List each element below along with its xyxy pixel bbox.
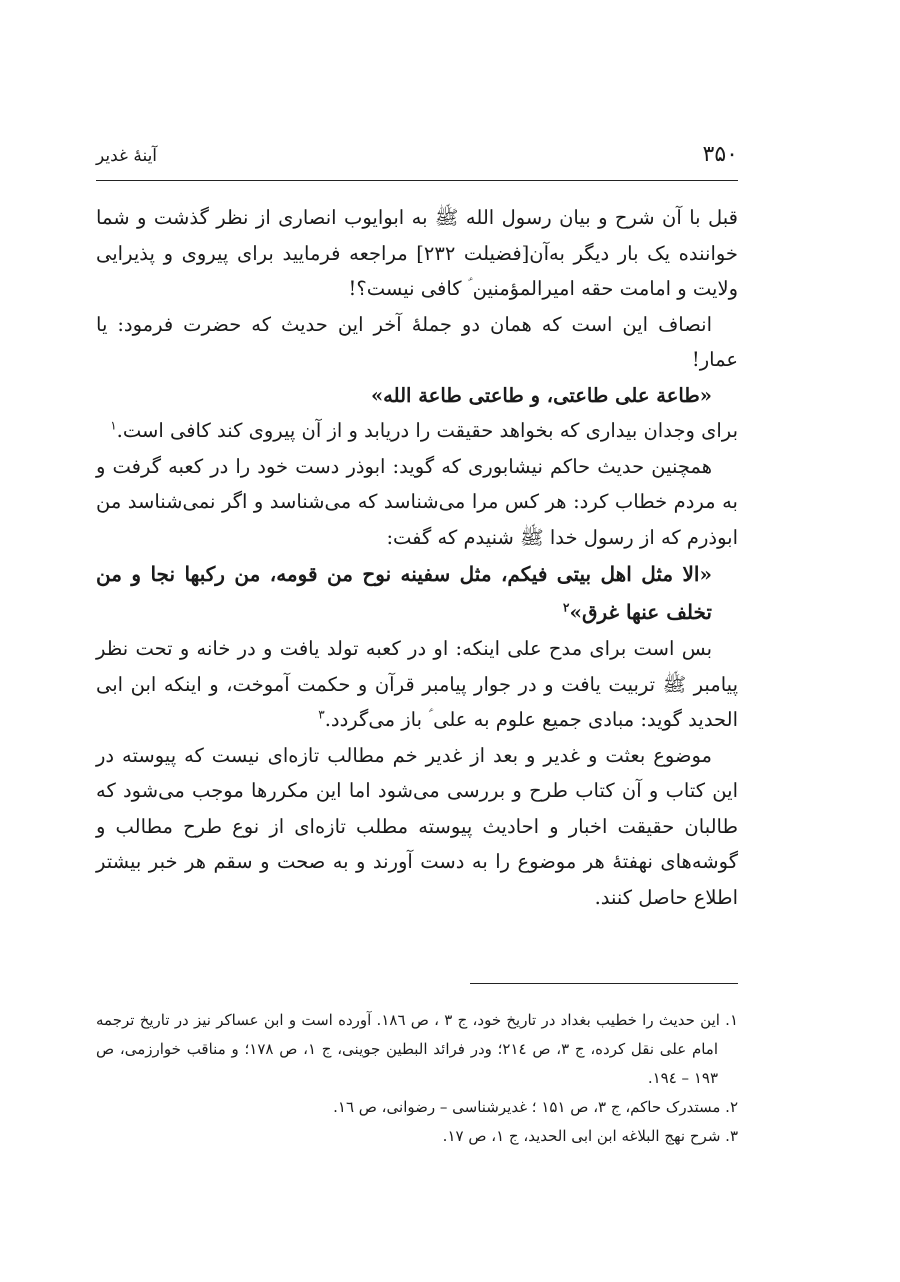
paragraph-6: موضوع بعثت و غدیر و بعد از غدیر خم مطالب تازه‌ای نیست که پیوسته در این کتاب و آن کتاب طرح و بررسی می‌شود اما این مکررها موجب می‌شود که طالبان حقیقت اخبار و احادیث پیوسته مطلب تازه‌ای از نوع طرح مطالب و گوشه‌های نهفتهٔ هر موضوع را به دست آورند و به صحت و سقم هر خبر بیشتر اطلاع حاصل کنند. [96,743,738,909]
paragraph-2: انصاف این است که همان دو جملهٔ آخر این حدیث که حضرت فرمود: یا عمار! [96,312,738,371]
footnotes [96,1006,738,1151]
running-title: آینهٔ غدیر [96,146,158,166]
paragraph-1: قبل با آن شرح و بیان رسول الله ﷺ به ابوایوب انصاری از نظر گذشت و شما خواننده یک بار دیگر به‌آن[فضیلت ۲۳۲] مراجعه فرمایید برای پیروی و پذیرایی ولایت و امامت حقه امیرالمؤمنین ؑ کافی نیست؟! [96,206,738,300]
footnote-2: ۲. مستدرک حاکم، ج ۳، ص ۱۵۱ ؛ غدیرشناسی – رضوانی، ص ۱٦. [333,1098,738,1116]
page-header [96,140,738,181]
page-number: ۳۵۰ [702,142,738,167]
quote-hadith-2-text: «الا مثل اهل بیتی فیکم، مثل سفینه نوح من قومه، من رکبها نجا و من تخلف عنها غرق» [96,562,712,624]
paragraph-3 [96,413,738,449]
paragraph-4: همچنین حدیث حاکم نیشابوری که گوید: ابوذر دست خود را در کعبه گرفت و به مردم خطاب کرد: هر کس مرا می‌شناسد که می‌شناسد و اگر نمی‌شناسد من ابوذرم که از رسول خدا ﷺ شنیدم که گفت: [96,454,738,549]
quote-hadith-2 [96,555,738,631]
quote-hadith-1: «طاعة علی طاعتی، و طاعتی طاعة الله» [370,383,712,407]
footnote-ref-1[interactable]: ۱ [110,418,117,433]
footnote-ref-2[interactable]: ۲ [563,600,570,615]
footnote-3: ۳. شرح نهج البلاغه ابن ابی الحدید، ج ۱، ص ۱۷. [442,1127,738,1145]
footnote-divider [470,983,738,984]
footnote-1: ۱. این حدیث را خطیب بغداد در تاریخ خود، ج ۳ ، ص ۱۸٦. آورده است و ابن عساکر نیز در تاریخ ترجمه امام علی نقل کرده، ج ۳، ص ۲۱٤؛ ودر فرائد البطین جوینی، ج ۱، ص ۱۷۸؛ و مناقب خوارزمی، ص ۱۹۳ – ۱۹٤. [96,1011,739,1087]
paragraph-3-text: برای وجدان بیداری که بخواهد حقیقت را دریابد و از آن پیروی کند کافی است. [116,419,738,442]
paragraph-5-text: بس است برای مدح علی اینکه: او در کعبه تولد یافت و در خانه و تحت نظر پیامبر ﷺ تربیت یافت و در جوار پیامبر قرآن و حکمت آموخت، و اینکه ابن ابی الحدید گوید: مبادی جمیع علوم به علی ؑ باز می‌گردد. [96,637,738,731]
main-text [96,200,738,915]
footnote-ref-3[interactable]: ۳ [318,707,325,722]
paragraph-5 [96,631,738,738]
